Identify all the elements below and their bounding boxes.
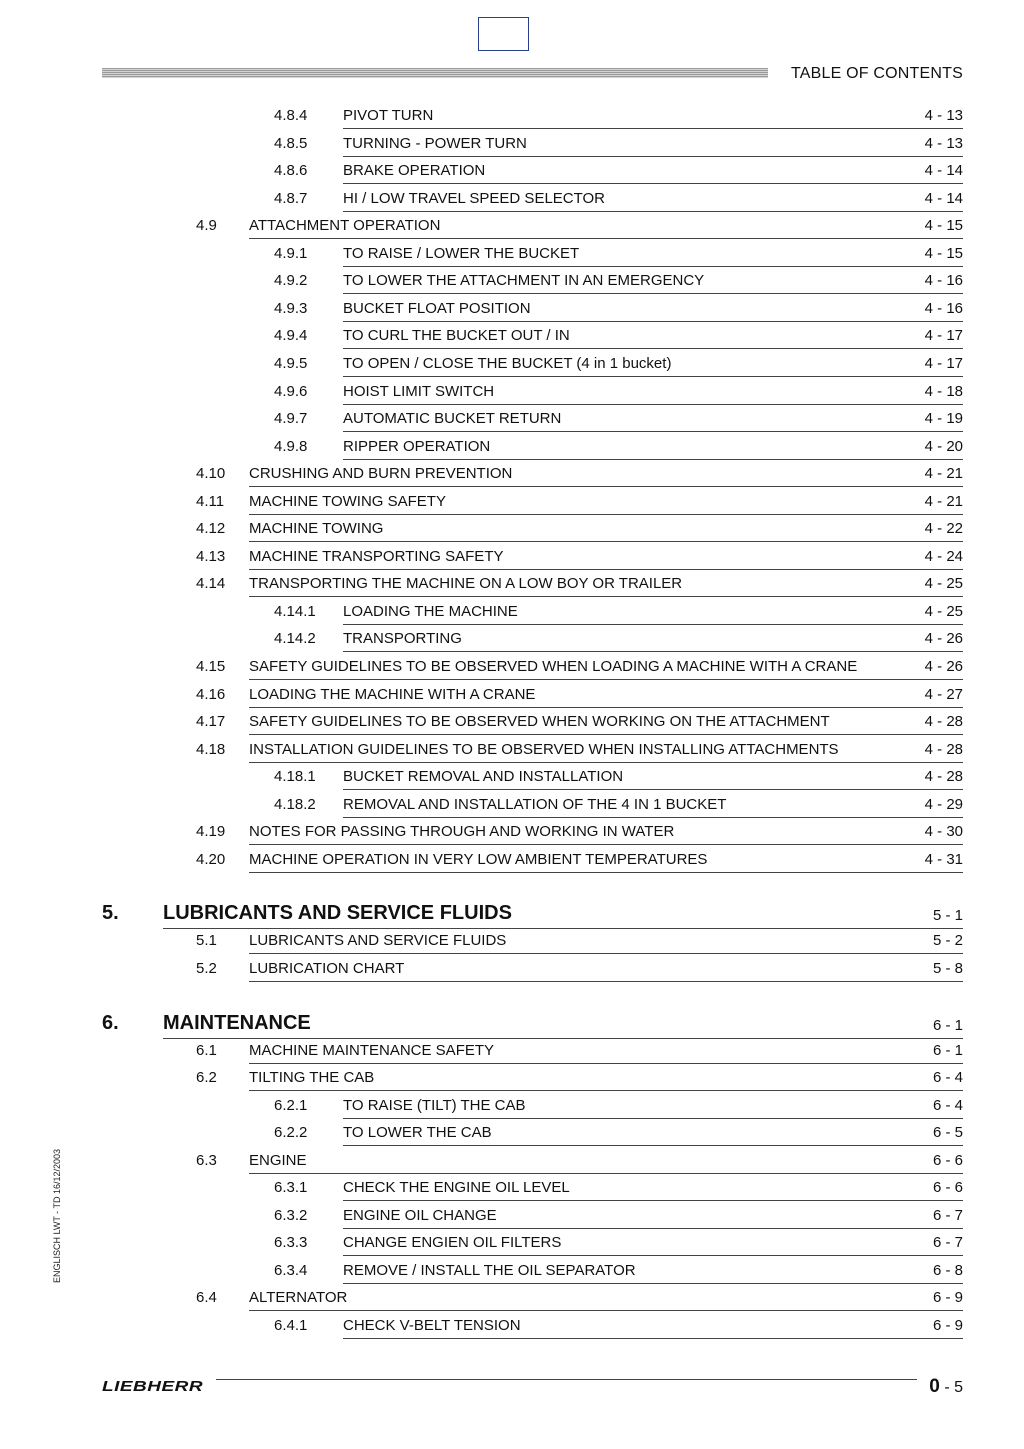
toc-page: 4 - 16 <box>924 299 963 317</box>
toc-page: 4 - 22 <box>924 520 963 538</box>
toc-title[interactable]: MAINTENANCE <box>163 1011 311 1034</box>
toc-rule <box>343 321 963 322</box>
toc-number: 4.9.7 <box>274 410 308 428</box>
toc-page: 4 - 21 <box>924 465 963 483</box>
toc-row[interactable] <box>0 1067 1024 1094</box>
toc-title[interactable]: TO CURL THE BUCKET OUT / IN <box>343 327 570 345</box>
toc-rule <box>343 1283 963 1284</box>
toc-title[interactable]: TRANSPORTING <box>343 630 462 648</box>
header-bar <box>102 68 768 78</box>
toc-page: 4 - 17 <box>924 327 963 345</box>
toc-row[interactable] <box>0 215 1024 242</box>
toc-title[interactable]: MACHINE TOWING <box>249 520 384 538</box>
toc-number: 4.14.2 <box>274 630 316 648</box>
toc-title[interactable]: MACHINE MAINTENANCE SAFETY <box>249 1041 495 1059</box>
toc-number: 6.3.3 <box>274 1234 308 1252</box>
toc-rule <box>343 183 963 184</box>
toc-row[interactable] <box>0 436 1024 463</box>
toc-page: 6 - 5 <box>932 1124 963 1142</box>
toc-rule <box>343 266 963 267</box>
toc-number: 5. <box>102 902 119 925</box>
toc-rule <box>343 128 963 129</box>
toc-page: 6 - 1 <box>932 1016 963 1034</box>
toc-number: 4.8.4 <box>274 107 308 124</box>
toc-title[interactable]: AUTOMATIC BUCKET RETURN <box>343 410 562 428</box>
toc-rule <box>343 1200 963 1201</box>
toc-number: 4.9.1 <box>274 244 308 262</box>
toc-row[interactable] <box>0 491 1024 518</box>
toc-number: 4.20 <box>196 850 226 868</box>
toc-row[interactable] <box>0 958 1024 985</box>
toc-row[interactable] <box>0 1315 1024 1342</box>
toc-page: 4 - 18 <box>924 382 963 400</box>
toc-row[interactable] <box>0 1095 1024 1122</box>
toc-page: 6 - 9 <box>932 1289 963 1307</box>
toc-page: 4 - 28 <box>924 768 963 786</box>
toc-rule <box>343 1118 963 1119</box>
toc-number: 4.9.6 <box>274 382 308 400</box>
toc-number: 4.12 <box>196 520 226 538</box>
toc-rule <box>249 486 963 487</box>
toc-row[interactable] <box>0 408 1024 435</box>
toc-rule <box>343 376 963 377</box>
toc-title[interactable]: ATTACHMENT OPERATION <box>249 217 441 235</box>
toc-rule <box>249 872 963 873</box>
toc-rule <box>163 928 963 929</box>
toc-rule <box>343 293 963 294</box>
toc-number: 4.10 <box>196 465 226 483</box>
toc-page: 4 - 31 <box>924 850 963 868</box>
toc-row[interactable] <box>0 1260 1024 1287</box>
toc-number: 6. <box>102 1011 119 1034</box>
toc-title[interactable]: PIVOT TURN <box>343 107 434 124</box>
toc-page: 4 - 16 <box>924 272 963 290</box>
toc-number: 6.3.4 <box>274 1261 308 1279</box>
toc-title[interactable]: LUBRICANTS AND SERVICE FLUIDS <box>249 932 507 950</box>
toc-rule <box>249 238 963 239</box>
toc-rule <box>343 817 963 818</box>
toc-title[interactable]: BUCKET FLOAT POSITION <box>343 299 531 317</box>
toc-page: 6 - 4 <box>932 1069 963 1087</box>
toc-rule <box>249 844 963 845</box>
toc-rule <box>343 1145 963 1146</box>
toc-page: 4 - 15 <box>924 244 963 262</box>
toc-row[interactable] <box>0 1205 1024 1232</box>
toc-row[interactable] <box>0 1122 1024 1149</box>
toc-title[interactable]: LOADING THE MACHINE WITH A CRANE <box>249 685 536 703</box>
toc-page: 6 - 6 <box>932 1151 963 1169</box>
toc-row[interactable] <box>0 105 1024 132</box>
toc-rule <box>343 1228 963 1229</box>
toc-rule <box>343 211 963 212</box>
toc-row[interactable] <box>0 656 1024 683</box>
toc-number: 6.2 <box>196 1069 217 1087</box>
toc-row[interactable] <box>0 270 1024 297</box>
toc-row[interactable] <box>0 711 1024 738</box>
toc-number: 6.4.1 <box>274 1317 308 1334</box>
toc-rule <box>249 953 963 954</box>
toc-number: 4.14 <box>196 575 226 593</box>
toc-number: 5.2 <box>196 959 217 977</box>
toc-row[interactable] <box>0 133 1024 160</box>
toc-number: 4.11 <box>196 492 225 510</box>
toc-title[interactable]: CHECK V-BELT TENSION <box>343 1317 521 1334</box>
toc-row[interactable] <box>0 381 1024 408</box>
toc-rule <box>343 431 963 432</box>
toc-number: 4.18.1 <box>274 768 316 786</box>
toc-title[interactable]: ENGINE OIL CHANGE <box>343 1206 497 1224</box>
toc-row[interactable] <box>0 601 1024 628</box>
toc-rule <box>249 734 963 735</box>
page-suffix: - 5 <box>939 1379 963 1396</box>
toc-title[interactable]: TO RAISE / LOWER THE BUCKET <box>343 244 580 262</box>
toc-rule <box>343 651 963 652</box>
toc-page: 6 - 7 <box>932 1206 963 1224</box>
toc-number: 4.19 <box>196 823 226 841</box>
toc-title[interactable]: LUBRICATION CHART <box>249 959 405 977</box>
toc-rule <box>249 541 963 542</box>
footer-rule <box>216 1379 917 1380</box>
toc-number: 4.9.8 <box>274 437 308 455</box>
toc-row[interactable] <box>0 1150 1024 1177</box>
toc-page: 4 - 20 <box>924 437 963 455</box>
toc-rule <box>249 762 963 763</box>
toc-page: 4 - 28 <box>924 740 963 758</box>
toc-number: 4.18 <box>196 740 226 758</box>
toc-number: 4.9 <box>196 217 217 235</box>
toc-title[interactable]: BUCKET REMOVAL AND INSTALLATION <box>343 768 624 786</box>
toc-page: 5 - 2 <box>932 932 963 950</box>
toc-number: 6.2.2 <box>274 1124 308 1142</box>
toc-number: 6.2.1 <box>274 1096 308 1114</box>
toc-title[interactable]: NOTES FOR PASSING THROUGH AND WORKING IN WATER <box>249 823 675 841</box>
toc-row[interactable] <box>0 518 1024 545</box>
toc-title[interactable]: REMOVAL AND INSTALLATION OF THE 4 IN 1 BUCKET <box>343 795 727 813</box>
toc-title[interactable]: HI / LOW TRAVEL SPEED SELECTOR <box>343 189 606 207</box>
toc-page: 4 - 25 <box>924 602 963 620</box>
toc-title[interactable]: SAFETY GUIDELINES TO BE OBSERVED WHEN WORKING ON THE ATTACHMENT <box>249 713 830 731</box>
toc-rule <box>249 1063 963 1064</box>
toc-title[interactable]: ENGINE <box>249 1151 307 1169</box>
toc-rule <box>343 156 963 157</box>
toc-number: 4.16 <box>196 685 226 703</box>
toc-page: 6 - 8 <box>932 1261 963 1279</box>
toc-title[interactable]: REMOVE / INSTALL THE OIL SEPARATOR <box>343 1261 636 1279</box>
toc-number: 4.8.7 <box>274 189 308 207</box>
toc-rule <box>343 459 963 460</box>
toc-rule <box>163 1038 963 1039</box>
toc-page: 4 - 28 <box>924 713 963 731</box>
liebherr-logo: LIEBHERR <box>102 1378 204 1395</box>
toc-page: 4 - 15 <box>924 217 963 235</box>
toc-page: 6 - 4 <box>932 1096 963 1114</box>
toc-title[interactable]: MACHINE TRANSPORTING SAFETY <box>249 547 504 565</box>
toc-page: 4 - 24 <box>924 547 963 565</box>
toc-title[interactable]: HOIST LIMIT SWITCH <box>343 382 495 400</box>
toc-number: 6.3.2 <box>274 1206 308 1224</box>
top-frame-box <box>478 17 529 51</box>
toc-title[interactable]: TRANSPORTING THE MACHINE ON A LOW BOY OR TRAILER <box>249 575 683 593</box>
toc-row[interactable] <box>0 794 1024 821</box>
toc-page: 6 - 9 <box>932 1317 963 1334</box>
toc-row[interactable] <box>0 298 1024 325</box>
page-title: TABLE OF CONTENTS <box>790 65 963 82</box>
toc-row[interactable] <box>0 1040 1024 1067</box>
toc-page: 4 - 30 <box>924 823 963 841</box>
toc-row[interactable] <box>0 1177 1024 1204</box>
toc-title[interactable]: CRUSHING AND BURN PREVENTION <box>249 465 513 483</box>
toc-page: 4 - 27 <box>924 685 963 703</box>
toc-number: 6.1 <box>196 1041 217 1059</box>
toc-page: 4 - 25 <box>924 575 963 593</box>
toc-number: 4.9.5 <box>274 354 308 372</box>
document-revision-note: ENGLISCH LWT - TD 16/12/2003 <box>52 1148 62 1283</box>
toc-rule <box>343 624 963 625</box>
toc-row[interactable] <box>0 766 1024 793</box>
toc-rule <box>249 1173 963 1174</box>
toc-title[interactable]: TO LOWER THE CAB <box>343 1124 492 1142</box>
toc-page: 4 - 19 <box>924 410 963 428</box>
toc-rule <box>343 789 963 790</box>
toc-rule <box>343 1255 963 1256</box>
toc-number: 4.18.2 <box>274 795 316 813</box>
toc-page: 5 - 1 <box>932 907 963 925</box>
toc-number: 5.1 <box>196 932 217 950</box>
toc-rule <box>249 679 963 680</box>
toc-rule <box>249 981 963 982</box>
page-chapter: 0 <box>929 1376 940 1397</box>
toc-title[interactable]: CHANGE ENGIEN OIL FILTERS <box>343 1234 562 1252</box>
toc-title[interactable]: TO RAISE (TILT) THE CAB <box>343 1096 526 1114</box>
toc-row[interactable] <box>0 684 1024 711</box>
toc-title[interactable]: TO LOWER THE ATTACHMENT IN AN EMERGENCY <box>343 272 705 290</box>
toc-row[interactable] <box>0 1287 1024 1314</box>
toc-number: 6.4 <box>196 1289 217 1307</box>
toc-page: 4 - 14 <box>924 189 963 207</box>
toc-row[interactable] <box>0 188 1024 215</box>
toc-page: 6 - 1 <box>932 1041 963 1059</box>
toc-number: 6.3 <box>196 1151 217 1169</box>
toc-page: 6 - 7 <box>932 1234 963 1252</box>
toc-title[interactable]: LUBRICANTS AND SERVICE FLUIDS <box>163 902 512 925</box>
toc-page: 4 - 26 <box>924 658 963 675</box>
toc-title[interactable]: SAFETY GUIDELINES TO BE OBSERVED WHEN LOADING A MACHINE WITH A CRANE <box>249 658 858 675</box>
toc-number: 4.13 <box>196 547 226 565</box>
toc-chapter-row[interactable] <box>0 900 1024 930</box>
toc-page: 4 - 13 <box>924 134 963 152</box>
toc-row[interactable] <box>0 739 1024 766</box>
toc-rule <box>249 1090 963 1091</box>
toc-row[interactable] <box>0 628 1024 655</box>
toc-rule <box>343 404 963 405</box>
toc-rule <box>343 1338 963 1339</box>
toc-rule <box>249 569 963 570</box>
toc-title[interactable]: CHECK THE ENGINE OIL LEVEL <box>343 1179 570 1197</box>
toc-row[interactable] <box>0 573 1024 600</box>
toc-row[interactable] <box>0 160 1024 187</box>
toc-rule <box>249 1310 963 1311</box>
toc-title[interactable]: TURNING - POWER TURN <box>343 134 527 152</box>
toc-rule <box>249 707 963 708</box>
toc-title[interactable]: TO OPEN / CLOSE THE BUCKET (4 in 1 bucket) <box>343 354 672 372</box>
toc-title[interactable]: MACHINE TOWING SAFETY <box>249 492 446 510</box>
toc-page: 6 - 6 <box>932 1179 963 1197</box>
toc-title[interactable]: LOADING THE MACHINE <box>343 602 518 620</box>
toc-title[interactable]: MACHINE OPERATION IN VERY LOW AMBIENT TEMPERATURES <box>249 850 708 868</box>
toc-number: 4.8.6 <box>274 162 308 180</box>
toc-number: 4.9.2 <box>274 272 308 290</box>
toc-row[interactable] <box>0 821 1024 848</box>
toc-rule <box>249 514 963 515</box>
toc-row[interactable] <box>0 463 1024 490</box>
toc-number: 4.17 <box>196 713 226 731</box>
toc-page: 4 - 14 <box>924 162 963 180</box>
toc-rule <box>249 596 963 597</box>
toc-page: 4 - 21 <box>924 492 963 510</box>
toc-number: 4.9.4 <box>274 327 308 345</box>
toc-row[interactable] <box>0 546 1024 573</box>
toc-row[interactable] <box>0 930 1024 957</box>
toc-title[interactable]: TILTING THE CAB <box>249 1069 375 1087</box>
toc-row[interactable] <box>0 1232 1024 1259</box>
toc-row[interactable] <box>0 849 1024 876</box>
toc-title[interactable]: INSTALLATION GUIDELINES TO BE OBSERVED WHEN INSTALLING ATTACHMENTS <box>249 740 839 758</box>
toc-title[interactable]: ALTERNATOR <box>249 1289 348 1307</box>
toc-page: 4 - 29 <box>924 795 963 813</box>
toc-rule <box>343 348 963 349</box>
toc-chapter-row[interactable] <box>0 1010 1024 1040</box>
page-number <box>929 1376 963 1398</box>
toc-page: 4 - 26 <box>924 630 963 648</box>
toc-row[interactable] <box>0 325 1024 352</box>
toc-number: 4.9.3 <box>274 299 308 317</box>
toc-number: 4.8.5 <box>274 134 308 152</box>
toc-number: 4.14.1 <box>274 602 316 620</box>
toc-page: 5 - 8 <box>932 959 963 977</box>
toc-number: 4.15 <box>196 658 226 675</box>
toc-row[interactable] <box>0 353 1024 380</box>
toc-page: 4 - 13 <box>924 107 963 124</box>
toc-number: 6.3.1 <box>274 1179 308 1197</box>
toc-title[interactable]: BRAKE OPERATION <box>343 162 486 180</box>
toc-title[interactable]: RIPPER OPERATION <box>343 437 491 455</box>
toc-row[interactable] <box>0 243 1024 270</box>
toc-page: 4 - 17 <box>924 354 963 372</box>
